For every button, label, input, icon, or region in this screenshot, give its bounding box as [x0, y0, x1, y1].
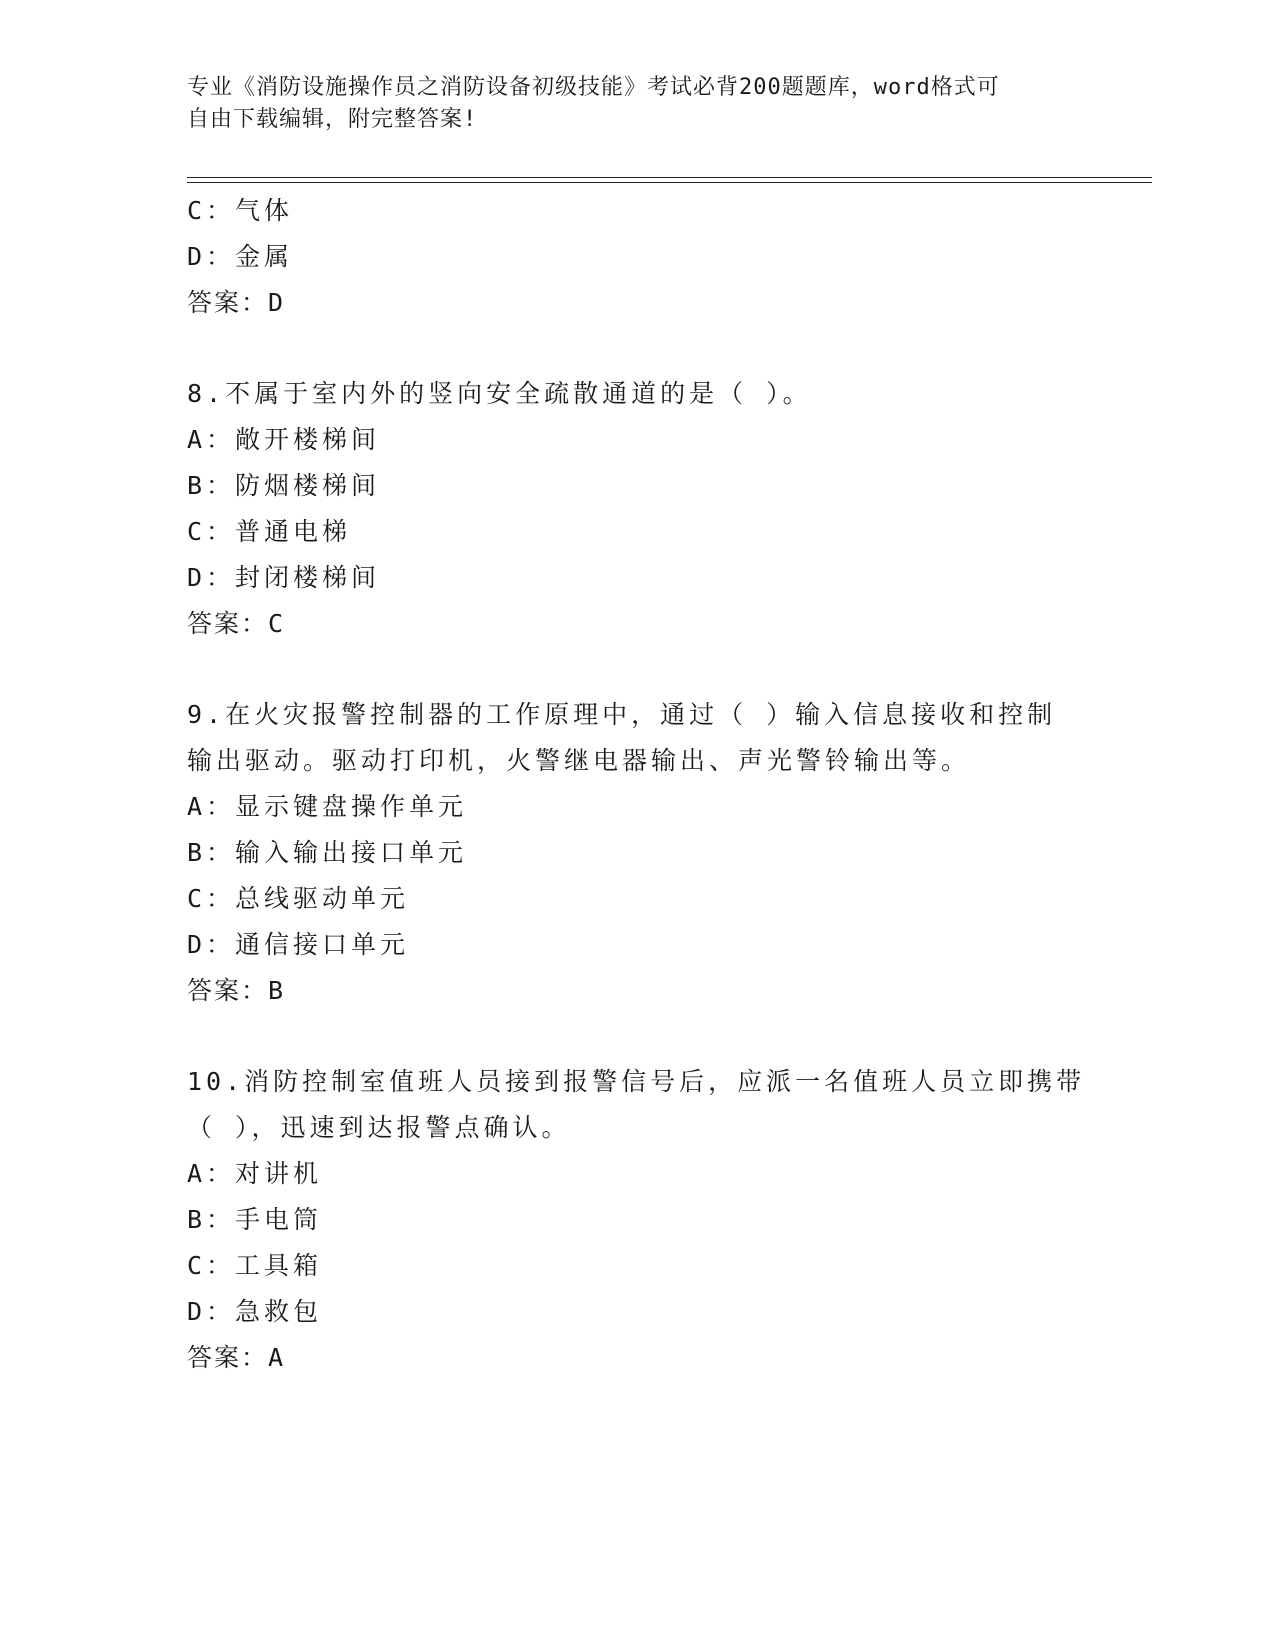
question-10 [187, 1059, 1087, 1381]
header-line-1: 专业《消防设施操作员之消防设备初级技能》考试必背200题题库，word格式可 [187, 75, 1000, 100]
question-text: 10.消防控制室值班人员接到报警信号后，应派一名值班人员立即携带 [187, 1067, 1086, 1096]
question-text-continued: 输出驱动。驱动打印机，火警继电器输出、声光警铃输出等。 [187, 746, 971, 775]
option-a: A：显示键盘操作单元 [187, 792, 468, 821]
option-c: C：普通电梯 [187, 517, 352, 546]
option-d: D：封闭楼梯间 [187, 563, 381, 592]
question-text: 8.不属于室内外的竖向安全疏散通道的是（ ）。 [187, 379, 812, 408]
option-c: C：气体 [187, 196, 294, 225]
option-c: C：总线驱动单元 [187, 884, 410, 913]
header-rule-bottom [187, 182, 1152, 183]
option-c: C：工具箱 [187, 1251, 323, 1280]
answer: 答案：B [187, 976, 286, 1005]
option-b: B：手电筒 [187, 1205, 323, 1234]
option-a: A：对讲机 [187, 1159, 323, 1188]
question-text: 9.在火灾报警控制器的工作原理中，通过（ ）输入信息接收和控制 [187, 700, 1057, 729]
header-rule-top [187, 177, 1152, 178]
question-content [187, 188, 1087, 1381]
question-8 [187, 371, 1087, 647]
option-d: D：金属 [187, 242, 294, 271]
answer: 答案：D [187, 288, 286, 317]
option-b: B：输入输出接口单元 [187, 838, 468, 867]
question-9 [187, 692, 1087, 1014]
option-d: D：急救包 [187, 1297, 323, 1326]
previous-question-tail [187, 188, 1087, 326]
document-header [187, 72, 1087, 136]
option-b: B：防烟楼梯间 [187, 471, 381, 500]
header-line-2: 自由下载编辑，附完整答案! [187, 107, 478, 132]
option-a: A：敞开楼梯间 [187, 425, 381, 454]
question-text-continued: （ ），迅速到达报警点确认。 [187, 1113, 571, 1142]
option-d: D：通信接口单元 [187, 930, 410, 959]
answer: 答案：A [187, 1343, 286, 1372]
answer: 答案：C [187, 609, 286, 638]
